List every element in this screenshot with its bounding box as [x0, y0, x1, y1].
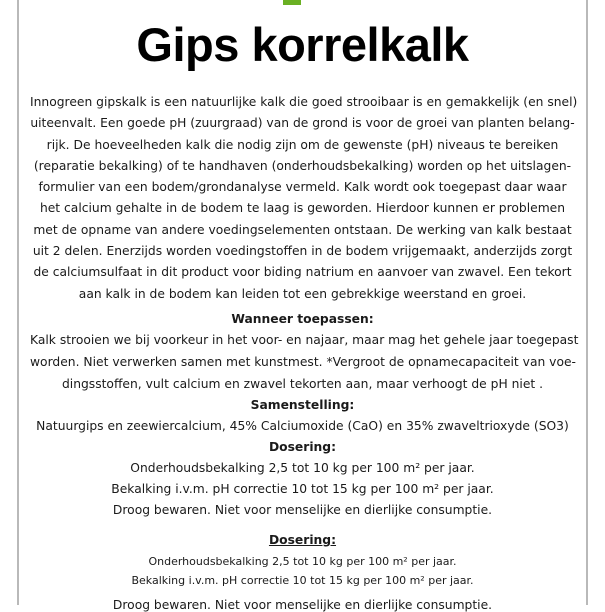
intro-line: rijk. De hoeveelheden kalk die nodig zijn om de gewenste (pH) niveaus te bereiken	[46, 137, 559, 152]
dosering-line-2: Bekalking i.v.m. pH correctie 10 tot 15 kg per 100 m² per jaar.	[131, 574, 474, 587]
samenstelling-text: Natuurgips en zeewiercalcium, 45% Calciumoxide (CaO) en 35% zwaveltrioxyde (SO3)	[36, 419, 569, 433]
page-border-left	[17, 0, 19, 605]
intro-line: de calciumsulfaat in dit product voor biding natrium en aanvoer van zwavel. Een tekort	[33, 265, 572, 280]
intro-line: (reparatie bekalking) of te handhaven (onderhoudsbekalking) worden op het uitslagen-	[33, 158, 572, 173]
details-section	[30, 0, 579, 612]
page-border-right	[586, 0, 588, 605]
dosering-line: Onderhoudsbekalking 2,5 tot 10 kg per 100 m² per jaar.	[130, 461, 475, 475]
intro-line: met de opname van andere voedingselementen ontstaan. De werking van kalk bestaat	[33, 222, 572, 237]
wanneer-line: worden. Niet verwerken samen met kunstmest. *Vergroot de opnamecapaciteit van voe-	[30, 355, 576, 369]
dosering-line-2: Onderhoudsbekalking 2,5 tot 10 kg per 100 m² per jaar.	[148, 555, 457, 568]
samenstelling-heading: Samenstelling:	[250, 398, 355, 412]
intro-line: Innogreen gipskalk is een natuurlijke kalk die goed strooibaar is en gemakkelijk (en snel)	[30, 95, 578, 109]
dosering-heading-2: Dosering:	[268, 533, 337, 547]
intro-line: aan kalk in de bodem kan leiden tot een gebrekkige weerstand en groei.	[78, 286, 527, 301]
dosering-line: Bekalking i.v.m. pH correctie 10 tot 15 kg per 100 m² per jaar.	[111, 482, 494, 496]
intro-line: formulier van een bodem/grondanalyse vermeld. Kalk wordt ook toegepast daar waar	[38, 180, 567, 195]
intro-line: uit 2 delen. Enerzijds worden voedingstoffen in de bodem vrijgemaakt, anderzijds zorgt	[32, 244, 573, 259]
wanneer-line: Kalk strooien we bij voorkeur in het voor- en najaar, maar mag het gehele jaar toegepast	[30, 333, 579, 347]
page-title: Gips korrelkalk	[136, 18, 469, 71]
dosering-heading: Dosering:	[268, 440, 337, 454]
dosering-line: Droog bewaren. Niet voor menselijke en dierlijke consumptie.	[112, 503, 493, 517]
wanneer-line: dingsstoffen, vult calcium en zwavel tekorten aan, maar verhoogt de pH niet .	[61, 377, 544, 391]
intro-line: het calcium gehalte in de bodem te laag is geworden. Hierdoor kunnen er problemen	[39, 201, 566, 216]
dosering-line-2: Droog bewaren. Niet voor menselijke en dierlijke consumptie.	[112, 598, 493, 612]
intro-line: uiteenvalt. Een goede pH (zuurgraad) van de grond is voor de groei van planten belang-	[30, 116, 575, 131]
wanneer-heading: Wanneer toepassen:	[231, 312, 374, 326]
